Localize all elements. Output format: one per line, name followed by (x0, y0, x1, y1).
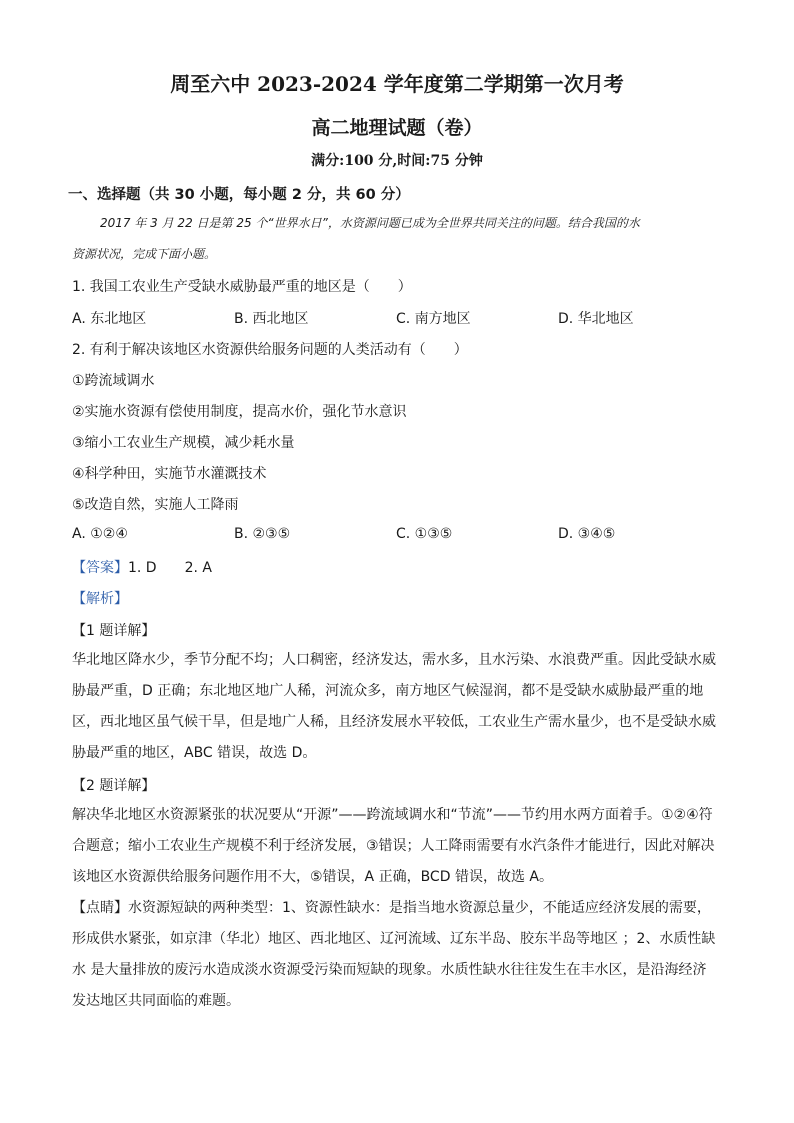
section-heading: 一、选择题（共 30 小题，每小题 2 分，共 60 分） (68, 187, 410, 203)
tip-line: 形成供水紧张，如京津（华北）地区、西北地区、辽河流域、辽东半岛、胶东半岛等地区 ；2、水质性缺 (72, 931, 716, 947)
tip-text (72, 893, 722, 1017)
detail-2-line: 该地区水资源供给服务问题作用不大，⑤错误，A 正确，BCD 错误，故选 A。 (72, 869, 553, 885)
tip-label: 【点睛】 (72, 900, 128, 916)
tip-line: 【点睛】水资源短缺的两种类型：1、资源性缺水：是指当地水资源总量少，不能适应经济发展的需要， (72, 900, 711, 916)
detail-2-label: 【2 题详解】 (72, 778, 156, 794)
option-c: C. ①③⑤ (396, 526, 453, 542)
option-a: A. 东北地区 (72, 311, 147, 327)
intro-line-2: 资源状况，完成下面小题。 (72, 247, 217, 261)
question-2-stem: 2. 有利于解决该地区水资源供给服务问题的人类活动有（ ） (72, 342, 468, 358)
question-1-stem: 1. 我国工农业生产受缺水威胁最严重的地区是（ ） (72, 279, 412, 295)
intro-line-1: 2017 年 3 月 22 日是第 25 个“世界水日”，水资源问题已成为全世界共同关注的问题。结合我国的水 (100, 216, 640, 230)
answer-text: 1. D 2. A (128, 560, 212, 576)
question-2-item: ④科学种田，实施节水灌溉技术 (72, 466, 267, 482)
detail-1-line: 华北地区降水少，季节分配不均；人口稠密，经济发达，需水多，且水污染、水浪费严重。因此受缺水威 (72, 652, 716, 668)
question-2-item: ②实施水资源有偿使用制度，提高水价，强化节水意识 (72, 404, 407, 420)
detail-1-line: 区，西北地区虽气候干旱，但是地广人稀，且经济发展水平较低，工农业生产需水量少，也不是受缺水威 (72, 714, 716, 730)
tip-line: 发达地区共同面临的难题。 (72, 993, 240, 1009)
exam-info: 满分:100 分,时间:75 分钟 (311, 153, 483, 169)
detail-1-line: 胁最严重的地区，ABC 错误，故选 D。 (72, 745, 317, 761)
question-2-item: ①跨流域调水 (72, 373, 155, 389)
option-c: C. 南方地区 (396, 311, 471, 327)
detail-1-label: 【1 题详解】 (72, 623, 156, 639)
option-b: B. 西北地区 (234, 311, 309, 327)
question-2-item: ⑤改造自然，实施人工降雨 (72, 497, 239, 513)
option-a: A. ①②④ (72, 526, 128, 542)
detail-2-line: 解决华北地区水资源紧张的状况要从“开源”——跨流域调水和“节流”——节约用水两方面着手。①②④符 (72, 807, 713, 823)
option-d: D. ③④⑤ (558, 526, 616, 542)
detail-2-text (72, 800, 722, 893)
detail-2-line: 合题意；缩小工农业生产规模不利于经济发展，③错误；人工降雨需要有水汽条件才能进行，因此对解决 (72, 838, 715, 854)
question-2-item: ③缩小工农业生产规模，减少耗水量 (72, 435, 295, 451)
tip-line: 水 是大量排放的废污水造成淡水资源受污染而短缺的现象。水质性缺水往往发生在丰水区，是沿海经济 (72, 962, 707, 978)
answer-line (72, 557, 722, 577)
detail-1-text (72, 645, 722, 769)
analysis-label: 【解析】 (72, 591, 128, 607)
answer-label: 【答案】 (72, 560, 128, 576)
detail-1-line: 胁最严重，D 正确；东北地区地广人稀，河流众多，南方地区气候湿润，都不是受缺水威胁最严重的地 (72, 683, 704, 699)
option-d: D. 华北地区 (558, 311, 634, 327)
exam-title: 周至六中 2023-2024 学年度第二学期第一次月考 (170, 72, 624, 96)
exam-subtitle: 高二地理试题（卷） (311, 117, 483, 139)
option-b: B. ②③⑤ (234, 526, 291, 542)
